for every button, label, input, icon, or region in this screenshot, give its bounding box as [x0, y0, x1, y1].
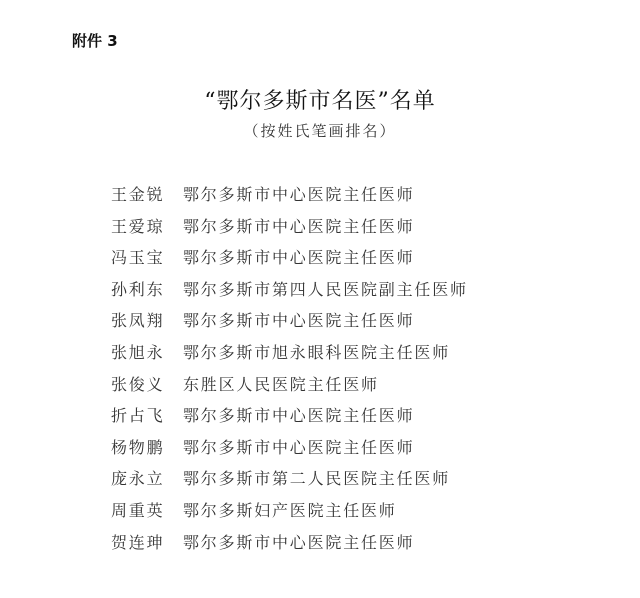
doctor-name: 王金锐: [111, 185, 165, 204]
doctor-affiliation: 鄂尔多斯市中心医院主任医师: [183, 185, 415, 204]
doctor-row: [111, 184, 468, 216]
doctor-affiliation: 东胜区人民医院主任医师: [183, 374, 379, 394]
doctor-name: 杨物鹏: [111, 437, 165, 457]
doctor-name: 张凤翔: [111, 311, 165, 331]
doctor-row: [111, 437, 468, 469]
doctor-row: [111, 342, 468, 374]
doctor-row: [111, 374, 468, 406]
doctor-affiliation: 鄂尔多斯妇产医院主任医师: [183, 500, 397, 520]
doctor-row: [111, 532, 468, 564]
doctor-affiliation: 鄂尔多斯市中心医院主任医师: [183, 248, 415, 268]
doctor-affiliation: 鄂尔多斯市中心医院主任医师: [183, 406, 415, 426]
doctor-affiliation: 鄂尔多斯市第二人民医院主任医师: [183, 469, 451, 489]
doctor-name: 张俊义: [111, 374, 165, 394]
doctor-name: 王爱琼: [111, 216, 165, 236]
doctor-row: [111, 216, 468, 248]
doctor-name: 周重英: [111, 500, 165, 520]
document-title: “鄂尔多斯市名医”名单: [204, 89, 436, 114]
doctor-affiliation: 鄂尔多斯市旭永眼科医院主任医师: [183, 342, 451, 362]
doctor-affiliation: 鄂尔多斯市中心医院主任医师: [183, 311, 415, 331]
doctor-name: 冯玉宝: [111, 248, 165, 268]
doctor-affiliation: 鄂尔多斯市中心医院主任医师: [183, 437, 415, 457]
doctor-affiliation: 鄂尔多斯市第四人民医院副主任医师: [183, 279, 468, 299]
doctor-name: 庞永立: [111, 469, 165, 489]
doctor-name: 孙利东: [111, 279, 165, 299]
doctor-row: [111, 310, 468, 342]
doctor-name: 折占飞: [111, 406, 165, 426]
doctor-row: [111, 247, 468, 279]
doctor-row: [111, 468, 468, 500]
doctor-list: [111, 184, 468, 563]
doctor-row: [111, 405, 468, 437]
document-subtitle: （按姓氏笔画排名）: [243, 122, 397, 140]
doctor-affiliation: 鄂尔多斯市中心医院主任医师: [183, 532, 415, 552]
doctor-name: 张旭永: [111, 342, 165, 362]
doctor-row: [111, 279, 468, 311]
doctor-name: 贺连珅: [111, 532, 165, 552]
doctor-row: [111, 500, 468, 532]
attachment-label: 附件 3: [72, 32, 118, 50]
doctor-affiliation: 鄂尔多斯市中心医院主任医师: [183, 216, 415, 236]
